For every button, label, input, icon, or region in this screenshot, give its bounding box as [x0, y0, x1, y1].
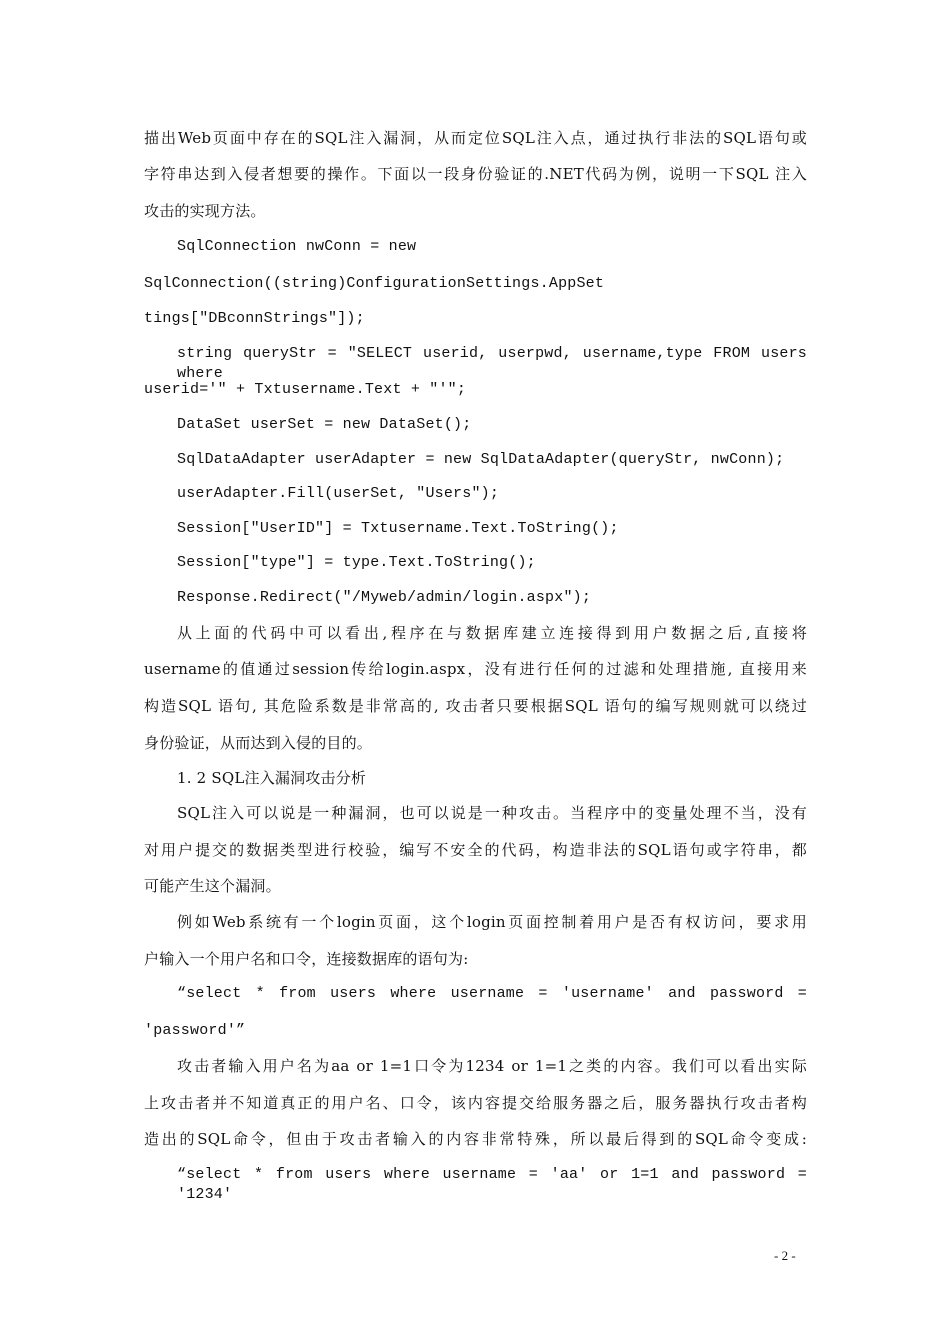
- text-line: username的值通过session传给login.aspx，没有进行任何的过滤和处理措施, 直接用来: [144, 660, 807, 678]
- text-line: 上攻击者并不知道真正的用户名、口令，该内容提交给服务器之后，服务器执行攻击者构: [144, 1094, 807, 1112]
- text-line: SQL注入可以说是一种漏洞，也可以说是一种攻击。当程序中的变量处理不当，没有: [177, 804, 807, 822]
- code-line: Session["type"] = type.Text.ToString();: [177, 554, 536, 571]
- text-line: 攻击的实现方法。: [144, 202, 266, 220]
- code-line: SqlConnection((string)ConfigurationSettings.AppSet: [144, 275, 605, 292]
- page-number: - 2 -: [774, 1248, 796, 1263]
- text-line: 例如Web系统有一个login页面，这个login页面控制着用户是否有权访问，要求用: [177, 913, 807, 931]
- text-line: 造出的SQL命令，但由于攻击者输入的内容非常特殊，所以最后得到的SQL命令变成:: [144, 1130, 807, 1148]
- code-line: 'password'”: [144, 1022, 246, 1039]
- section-heading: 1. 2 SQL注入漏洞攻击分析: [177, 769, 367, 787]
- text-line: 字符串达到入侵者想要的操作。下面以一段身份验证的.NET代码为例，说明一下SQL 注入: [144, 165, 807, 183]
- text-line: 户输入一个用户名和口令，连接数据库的语句为:: [144, 950, 469, 968]
- code-line: userid='" + Txtusername.Text + "'";: [144, 381, 467, 398]
- code-line: Response.Redirect("/Myweb/admin/login.aspx");: [177, 589, 592, 606]
- code-line: DataSet userSet = new DataSet();: [177, 416, 472, 433]
- text-line: 身份验证，从而达到入侵的目的。: [144, 734, 373, 752]
- code-line: SqlConnection nwConn = new: [177, 238, 417, 255]
- code-line: “select * from users where username = 'username' and password =: [177, 985, 807, 1002]
- code-line: Session["UserID"] = Txtusername.Text.ToString();: [177, 520, 619, 537]
- text-line: 构造SQL 语句, 其危险系数是非常高的, 攻击者只要根据SQL 语句的编写规则就可以绕过: [144, 697, 807, 715]
- text-line: 攻击者输入用户名为aa or 1=1口令为1234 or 1=1之类的内容。我们可以看出实际: [177, 1057, 807, 1075]
- code-line: “select * from users where username = 'aa' or 1=1 and password = '1234': [177, 1166, 807, 1203]
- text-line: 可能产生这个漏洞。: [144, 877, 281, 895]
- text-line: 对用户提交的数据类型进行校验，编写不安全的代码，构造非法的SQL语句或字符串，都: [144, 841, 807, 859]
- text-line: 从上面的代码中可以看出,程序在与数据库建立连接得到用户数据之后,直接将: [177, 624, 807, 642]
- code-line: userAdapter.Fill(userSet, "Users");: [177, 485, 500, 502]
- text-line: 描出Web页面中存在的SQL注入漏洞，从而定位SQL注入点，通过执行非法的SQL语句或: [144, 129, 807, 147]
- code-line: tings["DBconnStrings"]);: [144, 310, 365, 327]
- code-line: string queryStr = "SELECT userid, userpwd, username,type FROM users where: [177, 345, 807, 382]
- code-line: SqlDataAdapter userAdapter = new SqlDataAdapter(queryStr, nwConn);: [177, 451, 785, 468]
